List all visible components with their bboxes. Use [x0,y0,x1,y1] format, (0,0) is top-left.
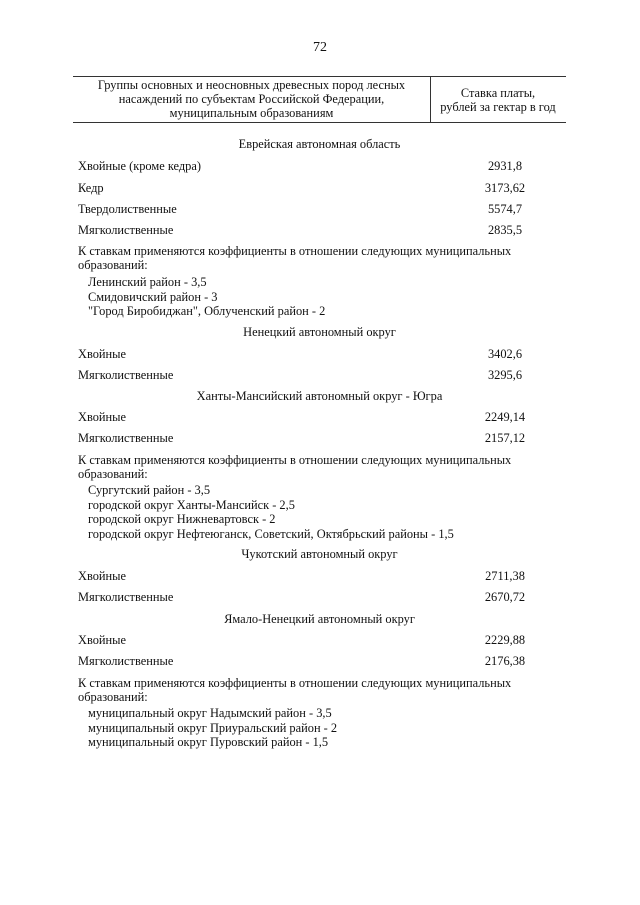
rate-value: 3173,62 [484,181,526,195]
species-name: Мягколиственные [78,654,174,668]
rate-value: 2249,14 [484,410,526,424]
note-line: образований: [78,690,148,704]
region-heading: Ненецкий автономный округ [243,325,396,339]
coefficient-item: муниципальный округ Пуровский район - 1,5 [88,735,329,749]
species-name: Твердолиственные [78,202,177,216]
rate-value: 2835,5 [487,223,523,237]
species-name: Мягколиственные [78,368,174,382]
coefficient-note [78,244,558,272]
coefficient-item: Ленинский район - 3,5 [88,275,207,289]
coefficient-item: городской округ Ханты-Мансийск - 2,5 [88,498,295,512]
note-line: К ставкам применяются коэффициенты в отношении следующих муниципальных [78,244,512,258]
coefficient-item: городской округ Нефтеюганск, Советский, Октябрьский районы - 1,5 [88,527,454,541]
species-name: Хвойные [78,569,126,583]
species-name: Хвойные [78,347,126,361]
note-line: К ставкам применяются коэффициенты в отношении следующих муниципальных [78,676,512,690]
region-heading: Ямало-Ненецкий автономный округ [224,612,415,626]
header-top-rule [73,76,566,77]
rate-value: 2176,38 [484,654,526,668]
region-heading: Еврейская автономная область [238,137,401,151]
header-groups-line: муниципальным образованиям [169,106,334,120]
species-name: Мягколиственные [78,590,174,604]
header-rate-column [430,86,566,114]
header-bottom-rule [73,122,566,123]
header-groups-line: насаждений по субъектам Российской Федерации, [118,92,385,106]
species-name: Мягколиственные [78,431,174,445]
header-groups-column [73,78,430,120]
note-line: К ставкам применяются коэффициенты в отношении следующих муниципальных [78,453,512,467]
rate-value: 3402,6 [487,347,523,361]
coefficient-item: городской округ Нижневартовск - 2 [88,512,276,526]
coefficient-item: Смидовичский район - 3 [88,290,218,304]
region-heading: Ханты-Мансийский автономный округ - Югра [196,389,443,403]
region-heading: Чукотский автономный округ [241,547,398,561]
coefficient-item: муниципальный округ Надымский район - 3,5 [88,706,332,720]
coefficient-item: Сургутский район - 3,5 [88,483,211,497]
coefficient-item: муниципальный округ Приуральский район - 2 [88,721,338,735]
header-groups-line: Группы основных и неосновных древесных пород лесных [97,78,406,92]
coefficient-note [78,676,558,704]
coefficient-note [78,453,558,481]
header-rate-line: рублей за гектар в год [440,100,556,114]
coefficient-item: "Город Биробиджан", Облученский район - 2 [88,304,326,318]
species-name: Хвойные [78,410,126,424]
rate-value: 2157,12 [484,431,526,445]
note-line: образований: [78,258,148,272]
rate-value: 3295,6 [487,368,523,382]
species-name: Хвойные [78,633,126,647]
rate-value: 2229,88 [484,633,526,647]
header-rate-line: Ставка платы, [460,86,536,100]
species-name: Хвойные (кроме кедра) [78,159,202,173]
species-name: Кедр [78,181,104,195]
rate-value: 2670,72 [484,590,526,604]
rate-value: 2711,38 [485,569,525,583]
page-number: 72 [313,40,327,55]
rate-value: 2931,8 [487,159,523,173]
rate-value: 5574,7 [487,202,523,216]
species-name: Мягколиственные [78,223,174,237]
note-line: образований: [78,467,148,481]
